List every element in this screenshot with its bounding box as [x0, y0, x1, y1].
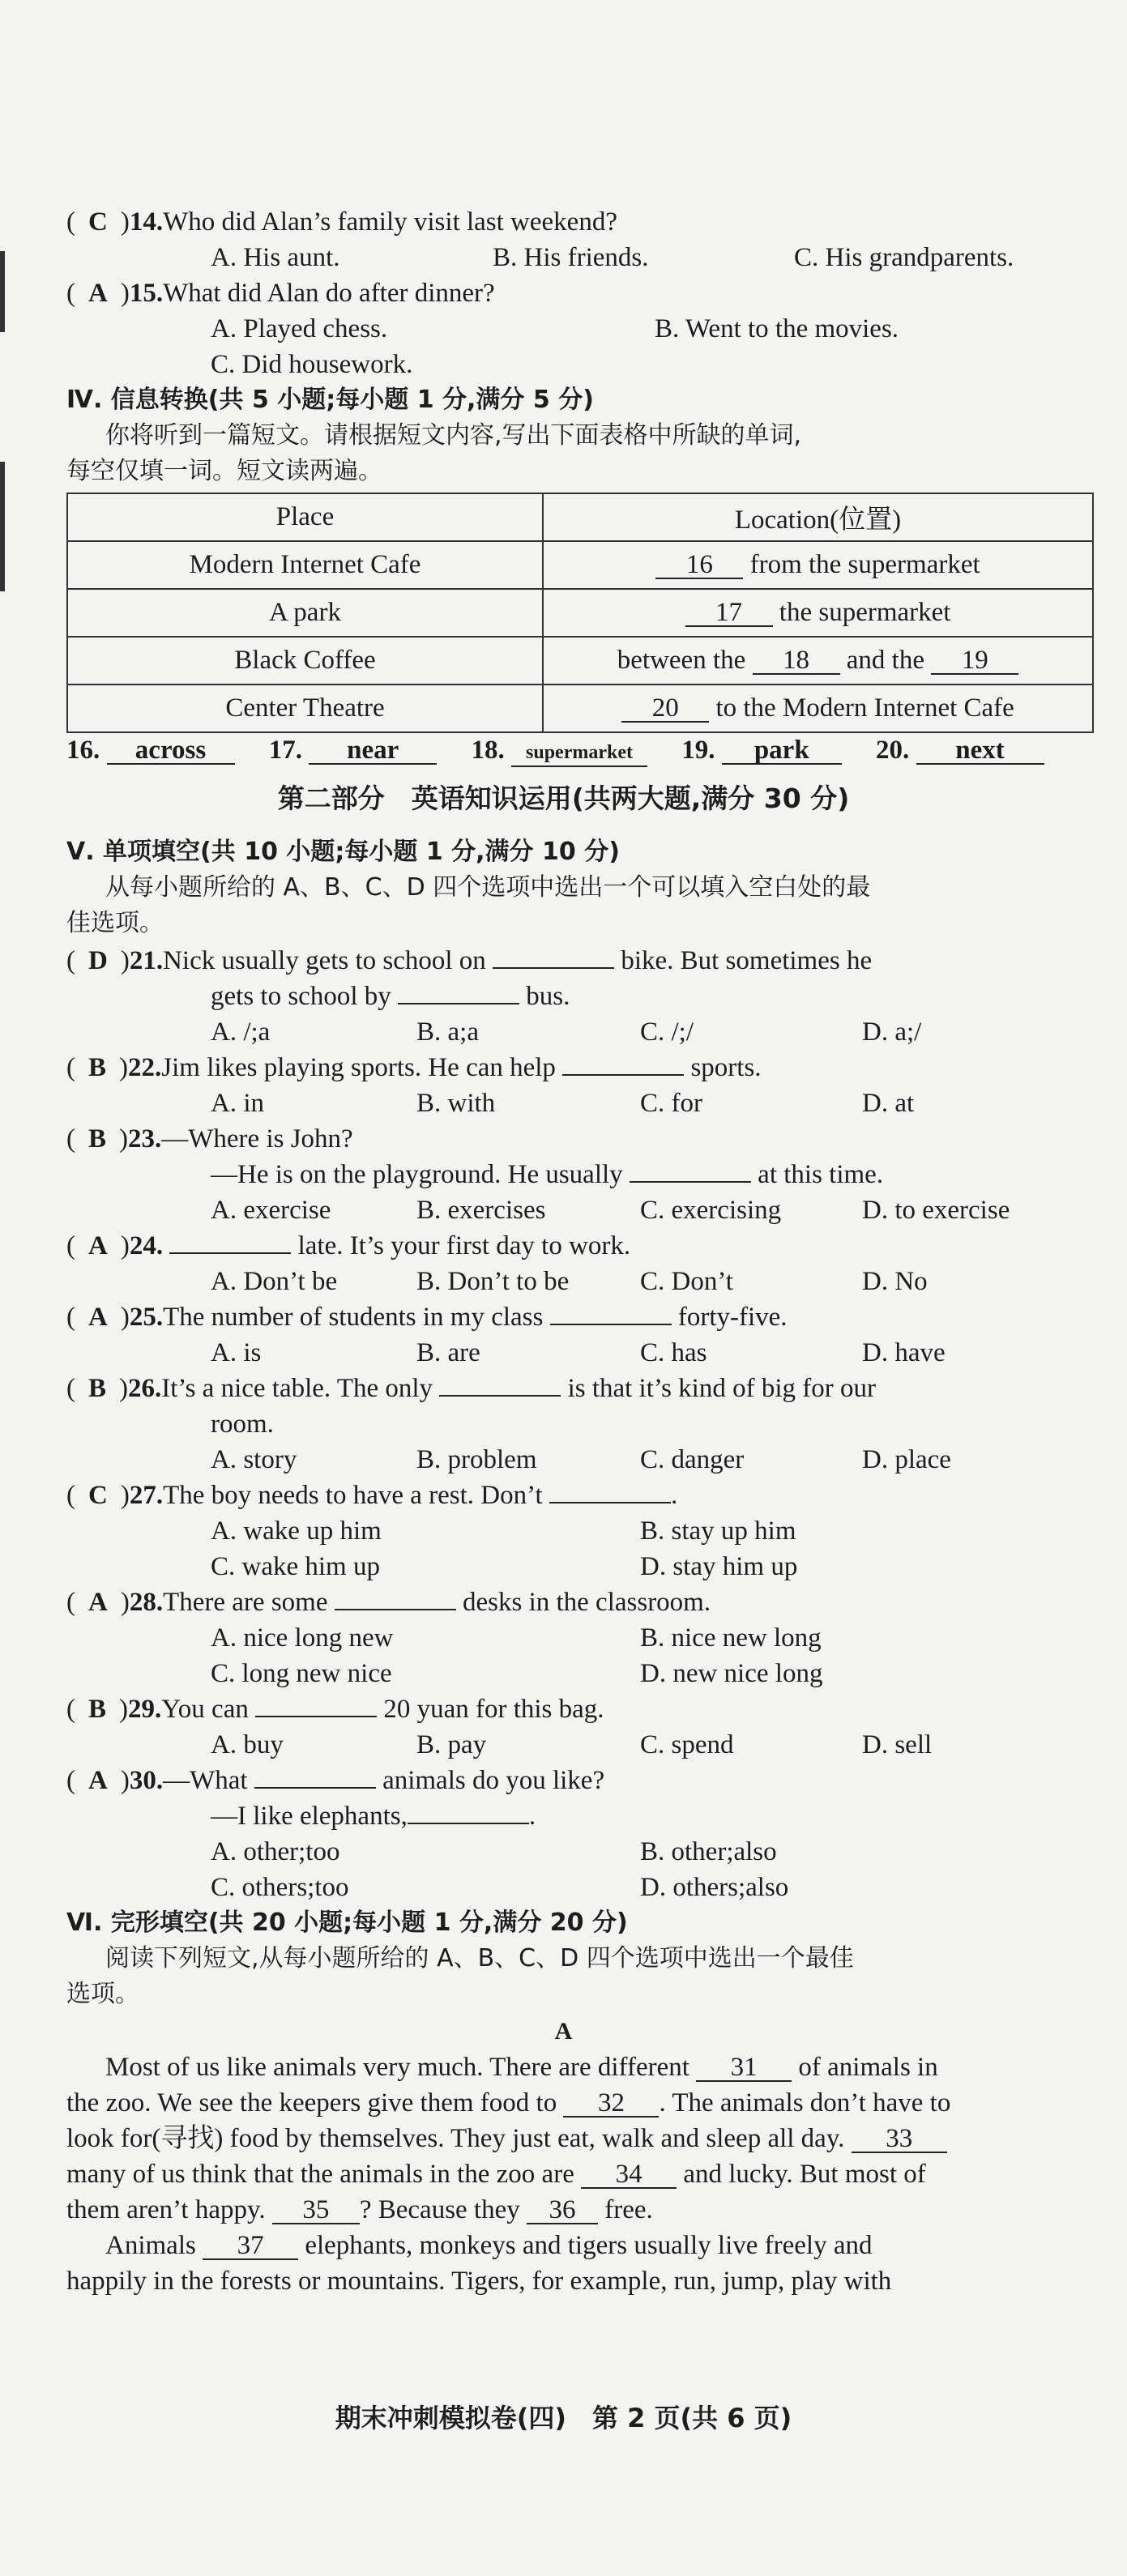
option-c: C. Did housework. — [211, 350, 413, 379]
blank-35: 35 — [272, 2197, 360, 2224]
answer-number: 17. — [268, 736, 302, 765]
question-number: 25. — [129, 1303, 164, 1332]
place-cell: Black Coffee — [67, 637, 543, 685]
answer-mark: C — [88, 207, 108, 237]
blank-19: 19 — [931, 647, 1018, 675]
table-row — [67, 637, 1093, 685]
option-a: A. buy — [211, 1730, 284, 1759]
answer-number: 16. — [66, 736, 100, 765]
question-stem: at this time. — [758, 1160, 884, 1189]
option-d: D. stay him up — [640, 1552, 798, 1581]
option-c: C. exercising — [640, 1196, 782, 1225]
section-5-instruction: 从每小题所给的 A、B、C、D 四个选项中选出一个可以填入空白处的最 — [105, 873, 871, 902]
passage-text: look for(寻找) food by themselves. They just eat, walk and sleep all day. — [66, 2124, 845, 2153]
answer-mark: A — [88, 279, 108, 308]
location-cell — [543, 637, 1093, 685]
info-table — [66, 493, 1094, 733]
question-stem: Who did Alan’s family visit last weekend? — [163, 207, 617, 237]
option-d: D. place — [862, 1445, 951, 1474]
question-stem: Jim likes playing sports. He can help — [161, 1053, 556, 1082]
blank — [549, 1478, 671, 1503]
passage-line — [66, 2192, 653, 2228]
passage-text: ? Because they — [359, 2195, 520, 2224]
question-stem: bus. — [526, 982, 570, 1011]
question-stem: It’s a nice table. The only — [161, 1374, 433, 1403]
question-14: ( C )14.Who did Alan’s family visit last weekend? — [66, 207, 617, 237]
column-header-location: Location(位置) — [543, 493, 1093, 541]
question-number: 14. — [129, 207, 164, 237]
question-number: 24. — [129, 1231, 164, 1260]
section-5-instruction: 佳选项。 — [66, 909, 164, 937]
answer-mark: D — [88, 946, 108, 975]
question-23-line-2 — [211, 1157, 883, 1192]
option-c: C. His grandparents. — [794, 243, 1014, 272]
question-stem: desks in the classroom. — [462, 1588, 711, 1617]
table-row — [67, 541, 1093, 589]
option-d: D. No — [862, 1267, 928, 1296]
option-d: D. sell — [862, 1730, 933, 1759]
table-row — [67, 685, 1093, 732]
option-a: A. /;a — [211, 1017, 271, 1047]
section-4-heading: Ⅳ. 信息转换(共 5 小题;每小题 1 分,满分 5 分) — [66, 386, 594, 414]
blank-32: 32 — [563, 2090, 659, 2118]
section-6-instruction: 阅读下列短文,从每小题所给的 A、B、C、D 四个选项中选出一个最佳 — [105, 1944, 854, 1973]
passage-line: happily in the forests or mountains. Tigers, for example, run, jump, play with — [66, 2267, 892, 2296]
part-2-title: 第二部分 英语知识运用(共两大题,满分 30 分) — [277, 783, 850, 814]
blank-17: 17 — [685, 599, 773, 627]
option-c: C. for — [640, 1089, 702, 1118]
option-a: A. Don’t be — [211, 1267, 338, 1296]
question-number: 23. — [128, 1124, 162, 1154]
question-27: ( C )27.The boy needs to have a rest. Don’t . — [66, 1478, 677, 1513]
passage-line — [66, 2156, 926, 2192]
blank — [408, 1798, 529, 1824]
blank — [398, 979, 519, 1004]
blank — [562, 1050, 684, 1076]
option-a: A. story — [211, 1445, 297, 1474]
place-cell: Modern Internet Cafe — [67, 541, 543, 589]
blank — [550, 1299, 672, 1325]
option-b: B. nice new long — [640, 1623, 822, 1653]
question-stem: bike. But sometimes he — [621, 946, 873, 975]
answer-number: 20. — [876, 736, 910, 765]
option-d: D. a;/ — [862, 1017, 922, 1047]
question-stem: —What — [163, 1766, 248, 1795]
question-stem: The boy needs to have a rest. Don’t — [163, 1481, 543, 1510]
question-stem: What did Alan do after dinner? — [163, 279, 495, 308]
option-b: B. a;a — [416, 1017, 479, 1047]
option-d: D. new nice long — [640, 1659, 823, 1688]
question-stem: sports. — [690, 1053, 762, 1082]
answer-17: near — [309, 737, 437, 765]
option-c: C. long new nice — [211, 1659, 392, 1688]
option-d: D. at — [862, 1089, 915, 1118]
blank — [335, 1584, 456, 1610]
answer-mark: C — [88, 1481, 108, 1510]
option-b: B. other;also — [640, 1837, 777, 1866]
passage-text: elephants, monkeys and tigers usually live freely and — [305, 2231, 873, 2260]
passage-text: many of us think that the animals in the zoo are — [66, 2160, 574, 2189]
section-6-instruction: 选项。 — [66, 1980, 139, 2008]
place-cell: A park — [67, 589, 543, 637]
blank-16: 16 — [655, 552, 743, 579]
question-stem: There are some — [163, 1588, 328, 1617]
question-number: 28. — [129, 1588, 164, 1617]
passage-text: . The animals don’t have to — [659, 2088, 951, 2118]
option-c: C. Don’t — [640, 1267, 733, 1296]
question-stem: animals do you like? — [382, 1766, 605, 1795]
question-stem: You can — [161, 1695, 249, 1724]
question-number: 29. — [128, 1695, 162, 1724]
question-26: ( B )26.It’s a nice table. The only is that it’s kind of big for our — [66, 1371, 876, 1406]
passage-line — [105, 2228, 872, 2263]
option-b: B. stay up him — [640, 1516, 796, 1546]
question-30: ( A )30.—What animals do you like? — [66, 1763, 604, 1798]
location-cell — [543, 685, 1093, 732]
blank-20: 20 — [621, 695, 709, 723]
question-stem: —I like elephants, — [211, 1802, 408, 1831]
question-15: ( A )15.What did Alan do after dinner? — [66, 279, 495, 308]
location-cell — [543, 541, 1093, 589]
option-b: B. Don’t to be — [416, 1267, 570, 1296]
answer-mark: B — [88, 1695, 107, 1724]
question-21-line-2 — [211, 979, 570, 1014]
option-c: C. has — [640, 1338, 707, 1367]
passage-text: them aren’t happy. — [66, 2195, 266, 2224]
passage-text: and lucky. But most of — [683, 2160, 926, 2189]
question-stem: The number of students in my class — [163, 1303, 544, 1332]
question-stem: —Where is John? — [161, 1124, 353, 1154]
option-d: D. others;also — [640, 1873, 789, 1902]
option-b: B. Went to the movies. — [655, 314, 899, 343]
question-21: ( D )21.Nick usually gets to school on bike. But sometimes he — [66, 943, 872, 979]
answer-number: 18. — [471, 736, 505, 765]
blank-33: 33 — [852, 2126, 947, 2153]
table-header-row — [67, 493, 1093, 541]
option-b: B. problem — [416, 1445, 537, 1474]
answer-mark: A — [88, 1766, 108, 1795]
option-c: C. danger — [640, 1445, 745, 1474]
blank-37: 37 — [203, 2233, 298, 2260]
passage-label: A — [554, 2018, 573, 2045]
option-a: A. Played chess. — [211, 314, 388, 343]
location-text: from the supermarket — [749, 550, 980, 579]
page-footer: 期末冲刺模拟卷(四) 第 2 页(共 6 页) — [335, 2403, 792, 2433]
question-stem: Nick usually gets to school on — [163, 946, 486, 975]
answer-20: next — [916, 737, 1044, 765]
option-d: D. have — [862, 1338, 946, 1367]
passage-line — [105, 2049, 938, 2085]
location-text: between the — [617, 646, 746, 675]
answer-number: 19. — [681, 736, 715, 765]
blank-31: 31 — [696, 2054, 792, 2082]
option-b: B. are — [416, 1338, 480, 1367]
option-b: B. exercises — [416, 1196, 546, 1225]
section-4-instruction: 每空仅填一词。短文读两遍。 — [66, 457, 382, 485]
place-cell: Center Theatre — [67, 685, 543, 732]
section-4-instruction: 你将听到一篇短文。请根据短文内容,写出下面表格中所缺的单词, — [105, 421, 802, 450]
option-c: C. wake him up — [211, 1552, 380, 1581]
question-stem: forty-five. — [677, 1303, 788, 1332]
option-a: A. other;too — [211, 1837, 340, 1866]
question-23: ( B )23.—Where is John? — [66, 1124, 353, 1154]
binding-mark — [0, 251, 5, 332]
question-stem: is that it’s kind of big for our — [567, 1374, 876, 1403]
option-b: B. with — [416, 1089, 496, 1118]
question-24: ( A )24. late. It’s your first day to work. — [66, 1228, 630, 1264]
passage-text: the zoo. We see the keepers give them food to — [66, 2088, 557, 2118]
column-header-place: Place — [67, 493, 543, 541]
question-stem: 20 yuan for this bag. — [383, 1695, 604, 1724]
location-text: to the Modern Internet Cafe — [715, 693, 1014, 723]
question-number: 30. — [129, 1766, 164, 1795]
option-b: B. His friends. — [493, 243, 649, 272]
question-number: 21. — [129, 946, 164, 975]
option-d: D. to exercise — [862, 1196, 1010, 1225]
option-c: C. /;/ — [640, 1017, 694, 1047]
section-6-heading: Ⅵ. 完形填空(共 20 小题;每小题 1 分,满分 20 分) — [66, 1909, 628, 1937]
question-number: 27. — [129, 1481, 164, 1510]
table-row — [67, 589, 1093, 637]
question-22: ( B )22.Jim likes playing sports. He can help sports. — [66, 1050, 762, 1085]
option-c: C. others;too — [211, 1873, 349, 1902]
section-5-heading: Ⅴ. 单项填空(共 10 小题;每小题 1 分,满分 10 分) — [66, 838, 620, 866]
question-number: 15. — [129, 279, 164, 308]
answer-mark: A — [88, 1588, 108, 1617]
binding-mark — [0, 462, 5, 591]
blank-36: 36 — [527, 2197, 598, 2224]
blank-34: 34 — [581, 2161, 677, 2189]
question-stem: . — [670, 1481, 678, 1510]
answer-mark: B — [88, 1124, 107, 1154]
answer-18: supermarket — [511, 740, 647, 767]
option-a: A. in — [211, 1089, 264, 1118]
answer-mark: A — [88, 1231, 108, 1260]
option-c: C. spend — [640, 1730, 734, 1759]
passage-text: Most of us like animals very much. There are different — [105, 2053, 689, 2082]
answer-16: across — [107, 737, 235, 765]
question-number: 26. — [128, 1374, 162, 1403]
option-a: A. exercise — [211, 1196, 331, 1225]
question-28: ( A )28.There are some desks in the classroom. — [66, 1584, 711, 1620]
option-a: A. is — [211, 1338, 262, 1367]
question-stem: gets to school by — [211, 982, 391, 1011]
question-stem: room. — [211, 1410, 274, 1439]
question-25: ( A )25.The number of students in my class forty-five. — [66, 1299, 788, 1335]
question-stem: . — [528, 1802, 536, 1831]
option-a: A. wake up him — [211, 1516, 382, 1546]
answer-19: park — [722, 737, 842, 765]
blank-18: 18 — [753, 647, 840, 675]
passage-line — [66, 2121, 947, 2156]
option-b: B. pay — [416, 1730, 487, 1759]
question-stem: late. It’s your first day to work. — [297, 1231, 631, 1260]
question-29: ( B )29.You can 20 yuan for this bag. — [66, 1691, 604, 1727]
passage-line — [66, 2085, 950, 2121]
passage-text: free. — [604, 2195, 653, 2224]
location-text: the supermarket — [779, 598, 951, 627]
location-cell — [543, 589, 1093, 637]
option-a: A. His aunt. — [211, 243, 340, 272]
answer-row — [66, 732, 1044, 768]
blank — [169, 1228, 291, 1254]
answer-mark: B — [88, 1374, 107, 1403]
passage-text: Animals — [105, 2231, 196, 2260]
question-stem: —He is on the playground. He usually — [211, 1160, 623, 1189]
option-a: A. nice long new — [211, 1623, 394, 1653]
answer-mark: B — [88, 1053, 107, 1082]
blank — [254, 1763, 376, 1789]
blank — [255, 1691, 377, 1717]
question-30-line-2 — [211, 1798, 536, 1834]
question-number: 22. — [128, 1053, 162, 1082]
answer-mark: A — [88, 1303, 108, 1332]
blank — [493, 943, 614, 969]
blank — [630, 1157, 751, 1183]
blank — [439, 1371, 561, 1397]
location-text: and the — [846, 646, 924, 675]
passage-text: of animals in — [798, 2053, 938, 2082]
